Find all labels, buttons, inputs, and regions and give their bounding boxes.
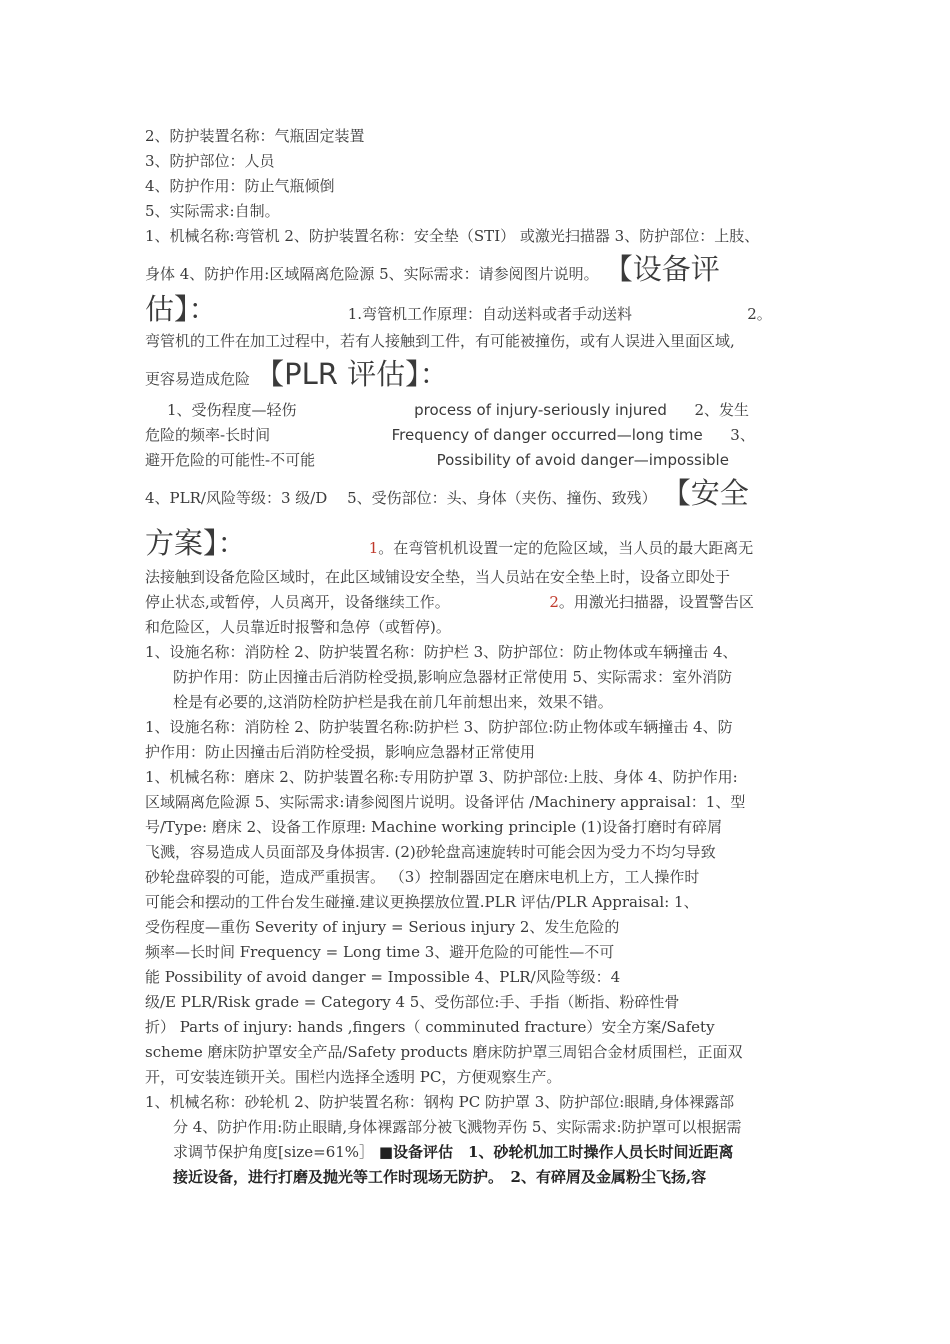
text-line: 区域隔离危险源 5、实际需求:请参阅图片说明。设备评估 /Machinery appraisal：1、型 [145,793,746,811]
text-line [145,590,809,615]
text-line [145,249,809,289]
document-body [145,124,809,1190]
text-line: 护作用：防止因撞击后消防栓受损，影响应急器材正常使用 [145,743,536,761]
text-line: 栓是有必要的,这消防栓防护栏是我在前几年前想出来，效果不错。 [173,693,613,711]
text-line: 5、实际需求:自制。 [145,202,280,220]
heading-equipment-eval-cont: 估】： [145,292,218,326]
text-line: 2、防护装置名称：气瓶固定装置 [145,127,365,145]
text-span: 身体 4、防护作用:区域隔离危险源 5、实际需求：请参阅图片说明。 [145,265,599,283]
text-line: 1、机械名称：砂轮机 2、防护装置名称：钢构 PC 防护罩 3、防护部位:眼睛,身体裸露部 [145,1093,735,1111]
text-line [145,398,809,423]
text-line: 开，可安装连锁开关。围栏内选择全透明 PC，方便观察生产。 [145,1068,562,1086]
text-line: 折） Parts of injury: hands ,fingers（ comminuted fracture）安全方案/Safety [145,1018,715,1036]
text-line: 1、设施名称：消防栓 2、防护装置名称：防护栏 3、防护部位：防止物体或车辆撞击 4、 [145,643,738,661]
text-span: 危险的频率-长时间 [145,426,271,444]
text-line [145,423,809,448]
bold-text-line: 接近设备，进行打磨及抛光等工作时现场无防护。 2、有碎屑及金属粉尘飞扬,容 [173,1168,707,1186]
text-line: 能 Possibility of avoid danger = Impossible 4、PLR/风险等级：4 [145,968,621,986]
text-line [145,523,809,565]
text-span: 2。 [747,305,772,323]
heading-safety-plan: 【安全 [661,476,749,510]
text-span: Possibility of avoid danger—impossible [436,451,729,469]
text-line: 法接触到设备危险区域时，在此区域铺设安全垫，当人员站在安全垫上时，设备立即处于 [145,568,731,586]
text-line [145,289,809,329]
text-line: 1、设施名称：消防栓 2、防护装置名称:防护栏 3、防护部位:防止物体或车辆撞击 4、防 [145,718,733,736]
text-span: Frequency of danger occurred—long time [391,426,703,444]
list-number: 2 [549,593,559,611]
text-span: 1.弯管机工作原理：自动送料或者手动送料 [347,305,633,323]
text-line: 级/E PLR/Risk grade = Category 4 5、受伤部位:手、手指（断指、粉碎性骨 [145,993,680,1011]
heading-plr-eval: 【PLR 评估】： [255,357,449,391]
text-span: 求调节保护角度[size=61%］ [173,1143,375,1161]
text-line [145,473,809,523]
text-line: 受伤程度—重伤 Severity of injury = Serious injury 2、发生危险的 [145,918,620,936]
text-line: 1、机械名称：磨床 2、防护装置名称:专用防护罩 3、防护部位:上肢、身体 4、防护作用: [145,768,738,786]
text-span: 更容易造成危险 [145,370,251,388]
text-line: 号/Type: 磨床 2、设备工作原理: Machine working principle (1)设备打磨时有碎屑 [145,818,723,836]
heading-safety-plan-cont: 方案】： [145,526,247,560]
text-span: 3、 [730,426,755,444]
text-line [145,448,809,473]
text-line: 砂轮盘碎裂的可能，造成严重损害。 （3）控制器固定在磨床电机上方，工人操作时 [145,868,700,886]
text-span: 2、发生 [694,401,750,419]
text-line: 3、防护部位：人员 [145,152,275,170]
text-line [145,354,809,398]
text-line: 可能会和摆动的工件台发生碰撞.建议更换摆放位置.PLR 评估/PLR Appraisal: 1、 [145,893,699,911]
text-span: process of injury-seriously injured [414,401,667,419]
text-span: 。在弯管机机设置一定的危险区域，当人员的最大距离无 [378,539,754,557]
list-number: 1 [368,539,379,557]
text-span: 1、受伤程度—轻伤 [167,401,297,419]
text-line: 和危险区，人员靠近时报警和急停（或暂停)。 [145,618,451,636]
text-span: 避开危险的可能性-不可能 [145,451,316,469]
bold-text: ■设备评估 1、砂轮机加工时操作人员长时间近距离 [378,1143,734,1161]
text-line: 1、机械名称:弯管机 2、防护装置名称：安全垫（STI） 或激光扫描器 3、防护部位：上肢、 [145,227,760,245]
text-span: 4、PLR/风险等级：3 级/D 5、受伤部位：头、身体（夹伤、撞伤、致残） [145,489,657,507]
text-span: 停止状态,或暂停，人员离开，设备继续工作。 [145,593,450,611]
text-line: scheme 磨床防护罩安全产品/Safety products 磨床防护罩三周铝合金材质围栏，正面双 [145,1043,743,1061]
heading-equipment-eval: 【设备评 [603,252,720,286]
text-line: 飞溅，容易造成人员面部及身体损害. (2)砂轮盘高速旋转时可能会因为受力不均匀导致 [145,843,716,861]
text-line [145,1140,809,1165]
text-line: 弯管机的工件在加工过程中，若有人接触到工件，有可能被撞伤，或有人误进入里面区域, [145,332,735,350]
text-span: 。用激光扫描器，设置警告区 [558,593,754,611]
text-line: 4、防护作用：防止气瓶倾倒 [145,177,335,195]
text-line: 分 4、防护作用:防止眼睛,身体裸露部分被飞溅物弄伤 5、实际需求:防护罩可以根据需 [173,1118,742,1136]
text-line: 频率—长时间 Frequency = Long time 3、避开危险的可能性—不可 [145,943,615,961]
text-line: 防护作用：防止因撞击后消防栓受损,影响应急器材正常使用 5、实际需求：室外消防 [173,668,733,686]
